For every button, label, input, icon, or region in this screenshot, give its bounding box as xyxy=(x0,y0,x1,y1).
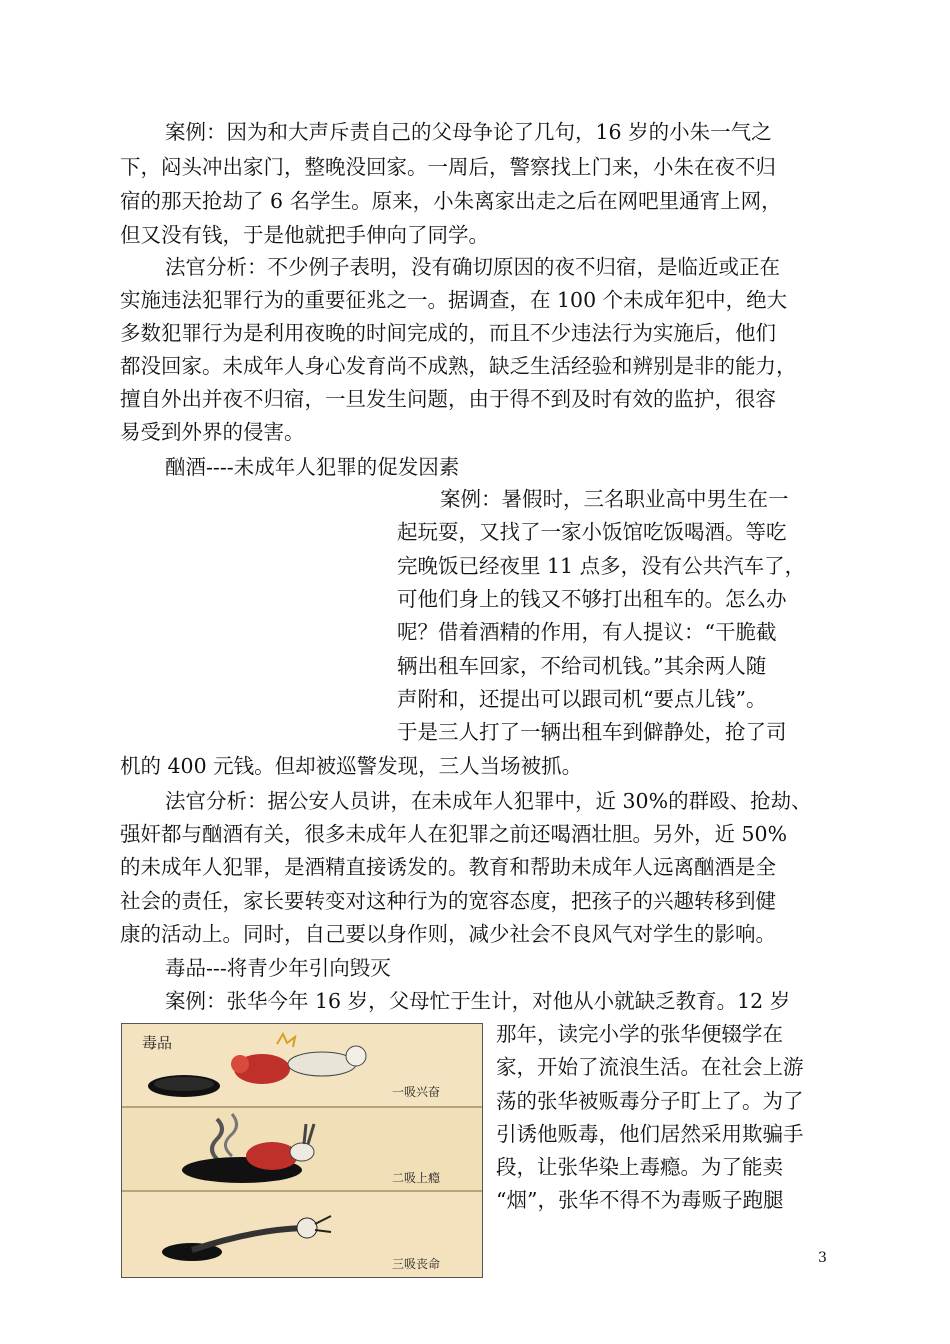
case2-line-7: 声附和，还提出可以跟司机“要点儿钱”。 xyxy=(397,687,767,711)
section-heading-drugs: 毒品---将青少年引向毁灭 xyxy=(165,956,391,980)
comic-panel3-caption: 三吸丧命 xyxy=(392,1257,441,1271)
comic-panel2-caption: 二吸上瘾 xyxy=(392,1171,441,1185)
analysis1-line-5: 擅自外出并夜不归宿，一旦发生问题，由于得不到及时有效的监护，很容 xyxy=(120,387,776,411)
case2-line-8: 于是三人打了一辆出租车到僻静处，抢了司 xyxy=(397,720,787,744)
analysis1-line-2: 实施违法犯罪行为的重要征兆之一。据调查，在 100 个未成年犯中，绝大 xyxy=(120,288,788,312)
case2-line-4: 可他们身上的钱又不够打出租车的。怎么办 xyxy=(397,587,787,611)
case1-line-2: 下，闷头冲出家门，整晚没回家。一周后，警察找上门来，小朱在夜不归 xyxy=(120,155,776,179)
case3-line-2: 那年，读完小学的张华便辍学在 xyxy=(496,1022,783,1046)
comic-panel1-title: 毒品 xyxy=(142,1034,173,1052)
page-number: 3 xyxy=(818,1250,827,1266)
case3-line-7: “烟”，张华不得不为毒贩子跑腿 xyxy=(496,1188,784,1212)
case1-line-4: 但又没有钱，于是他就把手伸向了同学。 xyxy=(120,223,489,247)
analysis2-line-3: 的未成年人犯罪，是酒精直接诱发的。教育和帮助未成年人远离酗酒是全 xyxy=(120,855,776,879)
case3-line-1: 案例：张华今年 16 岁，父母忙于生计，对他从小就缺乏教育。12 岁 xyxy=(165,989,791,1013)
case3-line-4: 荡的张华被贩毒分子盯上了。为了 xyxy=(496,1089,804,1113)
case2-line-5: 呢？借着酒精的作用，有人提议：“干脆截 xyxy=(397,620,777,644)
case3-line-6: 段，让张华染上毒瘾。为了能卖 xyxy=(496,1155,783,1179)
analysis2-line-5: 康的活动上。同时，自己要以身作则，减少社会不良风气对学生的影响。 xyxy=(120,922,776,946)
anti-drug-comic xyxy=(121,1023,483,1278)
case1-line-1: 案例：因为和大声斥责自己的父母争论了几句，16 岁的小朱一气之 xyxy=(165,120,772,144)
case1-line-3: 宿的那天抢劫了 6 名学生。原来，小朱离家出走之后在网吧里通宵上网， xyxy=(120,189,782,213)
analysis1-line-4: 都没回家。未成年人身心发育尚不成熟，缺乏生活经验和辨别是非的能力， xyxy=(120,354,797,378)
analysis2-line-1: 法官分析：据公安人员讲，在未成年人犯罪中，近 30%的群殴、抢劫、 xyxy=(165,789,812,813)
analysis2-line-2: 强奸都与酗酒有关，很多未成年人在犯罪之前还喝酒壮胆。另外，近 50% xyxy=(120,822,788,846)
case2-line-2: 起玩耍，又找了一家小饭馆吃饭喝酒。等吃 xyxy=(397,520,787,544)
case2-line-3: 完晚饭已经夜里 11 点多，没有公共汽车了， xyxy=(397,554,806,578)
case2-line-1: 案例：暑假时，三名职业高中男生在一 xyxy=(440,487,789,511)
case2-line-9: 机的 400 元钱。但却被巡警发现，三人当场被抓。 xyxy=(120,754,583,778)
case3-line-5: 引诱他贩毒，他们居然采用欺骗手 xyxy=(496,1122,804,1146)
analysis1-line-6: 易受到外界的侵害。 xyxy=(120,420,305,444)
analysis1-line-1: 法官分析：不少例子表明，没有确切原因的夜不归宿，是临近或正在 xyxy=(165,255,780,279)
section-heading-alcohol: 酗酒----未成年人犯罪的促发因素 xyxy=(165,455,460,479)
analysis2-line-4: 社会的责任，家长要转变对这种行为的宽容态度，把孩子的兴趣转移到健 xyxy=(120,889,776,913)
case3-line-3: 家，开始了流浪生活。在社会上游 xyxy=(496,1055,804,1079)
case2-line-6: 辆出租车回家，不给司机钱。”其余两人随 xyxy=(397,654,767,678)
analysis1-line-3: 多数犯罪行为是利用夜晚的时间完成的，而且不少违法行为实施后，他们 xyxy=(120,321,776,345)
comic-panel1-caption: 一吸兴奋 xyxy=(392,1085,441,1099)
